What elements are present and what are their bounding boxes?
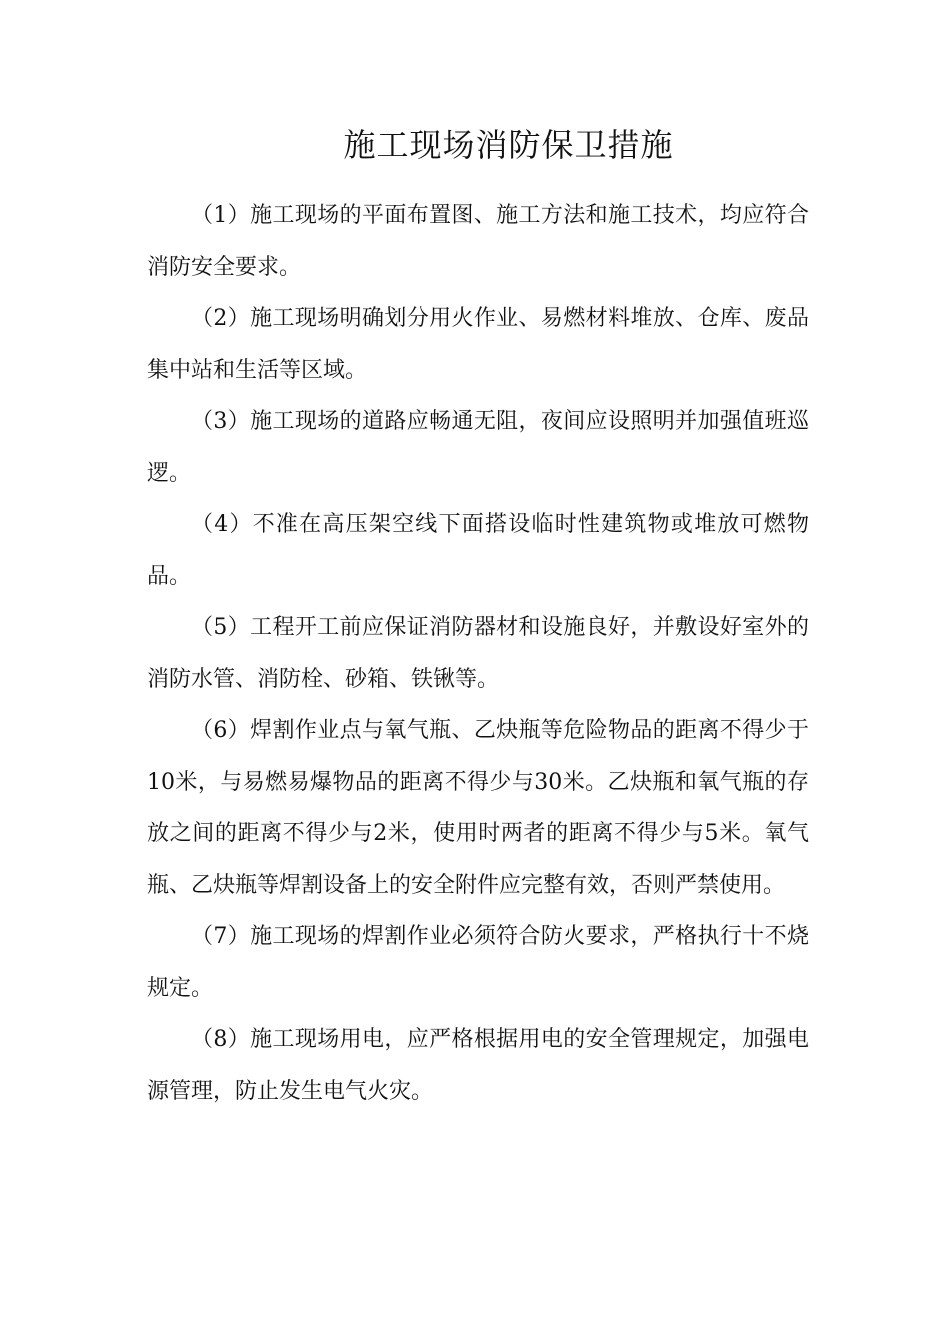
paragraph-5: （5）工程开工前应保证消防器材和设施良好，并敷设好室外的消防水管、消防栓、砂箱、铁锹等。: [147, 615, 809, 692]
paragraph-1: （1）施工现场的平面布置图、施工方法和施工技术，均应符合消防安全要求。: [147, 203, 809, 280]
document-title: 施工现场消防保卫措施: [343, 126, 674, 164]
document-body: [147, 190, 809, 1117]
paragraph-3: （3）施工现场的道路应畅通无阻，夜间应设照明并加强值班巡逻。: [147, 409, 809, 486]
paragraph-6: （6）焊割作业点与氧气瓶、乙炔瓶等危险物品的距离不得少于10米，与易燃易爆物品的距离不得少与30米。乙炔瓶和氧气瓶的存放之间的距离不得少与2米，使用时两者的距离不得少与5米。氧气瓶、乙炔瓶等焊割设备上的安全附件应完整有效，否则严禁使用。: [147, 718, 809, 898]
paragraph-7: （7）施工现场的焊割作业必须符合防火要求，严格执行十不烧规定。: [147, 924, 809, 1001]
paragraph-8: （8）施工现场用电，应严格根据用电的安全管理规定，加强电源管理，防止发生电气火灾。: [147, 1027, 809, 1104]
paragraph-2: （2）施工现场明确划分用火作业、易燃材料堆放、仓库、废品集中站和生活等区域。: [147, 306, 809, 383]
paragraph-4: （4）不准在高压架空线下面搭设临时性建筑物或堆放可燃物品。: [147, 512, 809, 589]
